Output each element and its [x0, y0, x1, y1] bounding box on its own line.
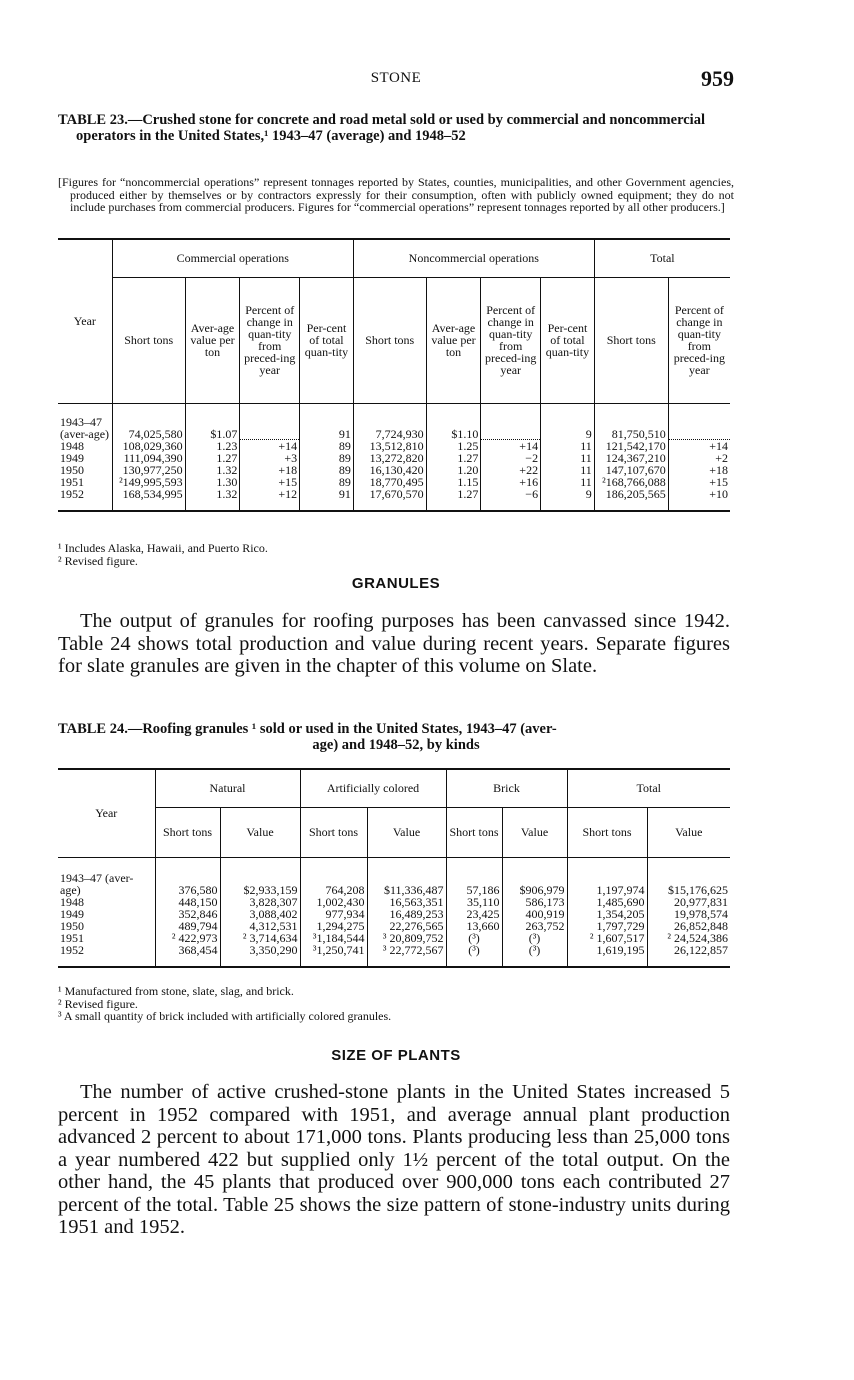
table24-caption-line1: TABLE 24.—Roofing granules ¹ sold or used in the United States, 1943–47 (aver-: [58, 721, 557, 737]
commercial-avg-value-cell: 1.27: [185, 452, 240, 464]
noncommercial-pct-change-cell: +16: [481, 476, 541, 488]
table24-group-artificial: Artificially colored: [300, 769, 446, 807]
table24-col-short-tons: Short tons: [300, 807, 367, 857]
granules-paragraph: The output of granules for roofing purposes has been canvassed since 1942. Table 24 shows total production and value during recent years. Separate figures for slate granules are given in the chapter of this volume on Slate.: [58, 610, 730, 677]
year-cell: 1949: [60, 451, 84, 465]
table23-col-pct-total: Per-cent of total quan-tity: [541, 277, 595, 403]
total-pct-change-cell: [668, 403, 730, 440]
natural-short-tons-cell: 376,580: [155, 857, 220, 896]
total-pct-change-cell: +15: [668, 476, 730, 488]
noncommercial-pct-change-cell: +14: [481, 440, 541, 453]
artificial-value-cell: ³ 20,809,752: [367, 932, 446, 944]
brick-value-cell: (³): [502, 932, 567, 944]
noncommercial-pct-total-cell: 11: [541, 476, 595, 488]
table24-col-short-tons: Short tons: [155, 807, 220, 857]
artificial-value-cell: ³ 22,772,567: [367, 944, 446, 967]
year-cell: 1948: [60, 894, 84, 909]
table23-col-avg-value: Aver-age value per ton: [185, 277, 240, 403]
table23-col-short-tons: Short tons: [353, 277, 426, 403]
table23-bottom-rule: [58, 511, 730, 512]
noncommercial-avg-value-cell: 1.27: [426, 452, 481, 464]
table-row: [58, 920, 730, 932]
table-row: [58, 857, 730, 896]
table23-col-pct-change: Percent of change in quan-tity from preced-ing year: [240, 277, 300, 403]
brick-short-tons-cell: 23,425: [446, 908, 502, 920]
noncommercial-avg-value-cell: 1.20: [426, 464, 481, 476]
table-row: [58, 403, 730, 440]
artificial-short-tons-cell: ³1,250,741: [300, 944, 367, 967]
total-short-tons-cell: 186,205,565: [594, 488, 668, 511]
brick-value-cell: (³): [502, 944, 567, 967]
table24-group-header-row: [58, 769, 730, 807]
noncommercial-pct-total-cell: 9: [541, 488, 595, 511]
noncommercial-avg-value-cell: 1.27: [426, 488, 481, 511]
size-of-plants-paragraph: The number of active crushed-stone plants in the United States increased 5 percent in 1952 compared with 1951, and average annual plant production advanced 2 percent to about 171,000 tons. Plants producing less than 25,000 tons a year numbered 422 but supplied only 1½ percent of the total output. On the other hand, the 45 plants that produced over 900,000 tons each contributed 27 percent of the total. Table 25 shows the size pattern of stone-industry units during 1951 and 1952.: [58, 1081, 730, 1238]
brick-short-tons-cell: 13,660: [446, 920, 502, 932]
natural-short-tons-cell: 489,794: [155, 920, 220, 932]
total-short-tons-cell: 147,107,670: [594, 464, 668, 476]
table24-col-value: Value: [220, 807, 300, 857]
table23-footnote-2: ² Revised figure.: [58, 553, 138, 568]
brick-value-cell: $906,979: [502, 857, 567, 896]
brick-short-tons-cell: (³): [446, 932, 502, 944]
table23-group-header-row: [58, 239, 730, 277]
total-short-tons-cell: ²168,766,088: [594, 476, 668, 488]
running-title: STONE: [370, 70, 422, 86]
table24-col-short-tons: Short tons: [446, 807, 502, 857]
commercial-short-tons-cell: 168,534,995: [112, 488, 185, 511]
table24-col-value: Value: [647, 807, 730, 857]
commercial-pct-total-cell: 91: [300, 488, 354, 511]
brick-value-cell: 586,173: [502, 896, 567, 908]
total-pct-change-cell: +18: [668, 464, 730, 476]
total-pct-change-cell: +2: [668, 452, 730, 464]
commercial-pct-total-cell: 89: [300, 464, 354, 476]
table23-col-pct-change: Percent of change in quan-tity from preced-ing year: [481, 277, 541, 403]
table-row: [58, 908, 730, 920]
table24-body: [58, 857, 730, 968]
table23-col-avg-value: Aver-age value per ton: [426, 277, 481, 403]
noncommercial-pct-change-cell: −6: [481, 488, 541, 511]
brick-value-cell: 263,752: [502, 920, 567, 932]
noncommercial-short-tons-cell: 17,670,570: [353, 488, 426, 511]
table24-group-total: Total: [567, 769, 730, 807]
commercial-avg-value-cell: 1.32: [185, 464, 240, 476]
natural-value-cell: 3,350,290: [220, 944, 300, 967]
table-row: [58, 944, 730, 967]
table23-headnote: [Figures for “noncommercial operations” represent tonnages reported by States, counties, municipalities, and other Government agencies, produced either by themselves or by contractors expressly for their consumption, often with publicly owned equipment; they do not include purchases from commercial producers. Figures for “commercial operations” represent tonnages reported by all other producers.]: [58, 175, 734, 215]
total-pct-change-cell: +10: [668, 488, 730, 511]
commercial-short-tons-cell: 74,025,580: [112, 403, 185, 440]
noncommercial-pct-total-cell: 11: [541, 440, 595, 453]
commercial-avg-value-cell: 1.32: [185, 488, 240, 511]
table24: [58, 768, 730, 968]
commercial-pct-total-cell: 89: [300, 452, 354, 464]
table24-bottom-rule: [58, 967, 730, 968]
brick-short-tons-cell: 57,186: [446, 857, 502, 896]
natural-short-tons-cell: 352,846: [155, 908, 220, 920]
commercial-short-tons-cell: ²149,995,593: [112, 476, 185, 488]
natural-short-tons-cell: 368,454: [155, 944, 220, 967]
artificial-short-tons-cell: ³1,184,544: [300, 932, 367, 944]
commercial-pct-total-cell: 91: [300, 403, 354, 440]
year-cell: 1951: [60, 475, 84, 489]
artificial-value-cell: 16,563,351: [367, 896, 446, 908]
artificial-value-cell: 22,276,565: [367, 920, 446, 932]
table-row: [58, 488, 730, 511]
table-row: [58, 932, 730, 944]
year-cell: 1948: [60, 438, 84, 453]
commercial-avg-value-cell: 1.30: [185, 476, 240, 488]
table24-group-natural: Natural: [155, 769, 300, 807]
table24-footnote-1: ¹ Manufactured from stone, slate, slag, and brick.: [58, 984, 294, 998]
commercial-pct-change-cell: +12: [240, 488, 300, 511]
total-value-cell: 20,977,831: [647, 896, 730, 908]
total-short-tons-cell: 121,542,170: [594, 440, 668, 453]
total-value-cell: $15,176,625: [647, 857, 730, 896]
natural-value-cell: 3,088,402: [220, 908, 300, 920]
table24-caption: [58, 721, 734, 753]
commercial-pct-change-cell: +3: [240, 452, 300, 464]
table23-column-header-row: [58, 277, 730, 403]
table23-group-total: Total: [594, 239, 730, 277]
table24-col-short-tons: Short tons: [567, 807, 647, 857]
page-number: 959: [701, 66, 734, 91]
table23-caption-text: TABLE 23.—Crushed stone for concrete and road metal sold or used by commercial and noncommercial operators in the United States,¹ 1943–47 (average) and 1948–52: [58, 112, 705, 144]
year-cell: 1952: [60, 942, 84, 957]
table23-bottom-rule-cell: [58, 511, 730, 512]
year-cell: 1950: [60, 918, 84, 933]
artificial-value-cell: $11,336,487: [367, 857, 446, 896]
table23-group-commercial: Commercial operations: [112, 239, 353, 277]
noncommercial-avg-value-cell: 1.25: [426, 440, 481, 453]
table23: [58, 238, 730, 512]
brick-short-tons-cell: (³): [446, 944, 502, 967]
running-head: [58, 66, 734, 94]
brick-short-tons-cell: 35,110: [446, 896, 502, 908]
artificial-value-cell: 16,489,253: [367, 908, 446, 920]
total-value-cell: 19,978,574: [647, 908, 730, 920]
table23-col-short-tons: Short tons: [594, 277, 668, 403]
year-cell: 1943–47 (aver-age): [60, 870, 134, 897]
table24-bottom-rule-cell: [58, 967, 730, 968]
table23-footnotes: [58, 542, 734, 567]
artificial-short-tons-cell: 977,934: [300, 908, 367, 920]
total-value-cell: ² 24,524,386: [647, 932, 730, 944]
noncommercial-avg-value-cell: 1.15: [426, 476, 481, 488]
commercial-pct-change-cell: +14: [240, 440, 300, 453]
table24-footnotes: [58, 985, 734, 1023]
total-value-cell: 26,852,848: [647, 920, 730, 932]
commercial-pct-total-cell: 89: [300, 476, 354, 488]
noncommercial-pct-total-cell: 9: [541, 403, 595, 440]
commercial-avg-value-cell: $1.07: [185, 403, 240, 440]
commercial-pct-change-cell: +18: [240, 464, 300, 476]
commercial-pct-change-cell: [240, 403, 300, 440]
table24-footnote-2: ² Revised figure.: [58, 996, 138, 1011]
total-short-tons-cell: 1,797,729: [567, 920, 647, 932]
natural-value-cell: ² 3,714,634: [220, 932, 300, 944]
noncommercial-short-tons-cell: 13,272,820: [353, 452, 426, 464]
table23-body: [58, 403, 730, 512]
artificial-short-tons-cell: 764,208: [300, 857, 367, 896]
year-cell: 1943–47 (aver-age): [60, 414, 110, 441]
table24-caption-line2: age) and 1948–52, by kinds: [312, 737, 480, 753]
noncommercial-pct-total-cell: 11: [541, 452, 595, 464]
table23-caption: [58, 112, 734, 144]
year-cell: 1951: [60, 930, 84, 945]
artificial-short-tons-cell: 1,294,275: [300, 920, 367, 932]
natural-value-cell: $2,933,159: [220, 857, 300, 896]
table23-col-short-tons: Short tons: [112, 277, 185, 403]
table23-col-pct-total: Per-cent of total quan-tity: [300, 277, 354, 403]
noncommercial-avg-value-cell: $1.10: [426, 403, 481, 440]
table24-footnote-3: ³ A small quantity of brick included with artificially colored granules.: [58, 1009, 392, 1023]
natural-value-cell: 4,312,531: [220, 920, 300, 932]
natural-value-cell: 3,828,307: [220, 896, 300, 908]
commercial-short-tons-cell: 111,094,390: [112, 452, 185, 464]
commercial-pct-total-cell: 89: [300, 440, 354, 453]
noncommercial-short-tons-cell: 18,770,495: [353, 476, 426, 488]
commercial-short-tons-cell: 108,029,360: [112, 440, 185, 453]
table23-footnote-1: ¹ Includes Alaska, Hawaii, and Puerto Rico.: [58, 541, 268, 555]
noncommercial-pct-change-cell: [481, 403, 541, 440]
brick-value-cell: 400,919: [502, 908, 567, 920]
total-short-tons-cell: 81,750,510: [594, 403, 668, 440]
total-short-tons-cell: 1,485,690: [567, 896, 647, 908]
artificial-short-tons-cell: 1,002,430: [300, 896, 367, 908]
natural-short-tons-cell: 448,150: [155, 896, 220, 908]
noncommercial-short-tons-cell: 7,724,930: [353, 403, 426, 440]
table23-group-noncommercial: Noncommercial operations: [353, 239, 594, 277]
year-cell: 1950: [60, 463, 84, 477]
table24-year-header: Year: [58, 769, 155, 857]
commercial-pct-change-cell: +15: [240, 476, 300, 488]
noncommercial-pct-change-cell: −2: [481, 452, 541, 464]
year-cell: 1949: [60, 906, 84, 921]
year-cell: 1952: [60, 487, 84, 501]
total-short-tons-cell: 1,197,974: [567, 857, 647, 896]
table24-group-brick: Brick: [446, 769, 567, 807]
size-of-plants-heading: SIZE OF PLANTS: [331, 1047, 461, 1064]
table24-column-header-row: [58, 807, 730, 857]
table23-col-pct-change: Percent of change in quan-tity from preced-ing year: [668, 277, 730, 403]
total-short-tons-cell: 1,354,205: [567, 908, 647, 920]
table23-year-header: Year: [58, 239, 112, 403]
table24-col-value: Value: [367, 807, 446, 857]
commercial-avg-value-cell: 1.23: [185, 440, 240, 453]
commercial-short-tons-cell: 130,977,250: [112, 464, 185, 476]
total-short-tons-cell: 124,367,210: [594, 452, 668, 464]
table24-col-value: Value: [502, 807, 567, 857]
total-pct-change-cell: +14: [668, 440, 730, 453]
noncommercial-pct-total-cell: 11: [541, 464, 595, 476]
natural-short-tons-cell: ² 422,973: [155, 932, 220, 944]
noncommercial-pct-change-cell: +22: [481, 464, 541, 476]
granules-heading: GRANULES: [351, 575, 441, 592]
total-value-cell: 26,122,857: [647, 944, 730, 967]
noncommercial-short-tons-cell: 16,130,420: [353, 464, 426, 476]
noncommercial-short-tons-cell: 13,512,810: [353, 440, 426, 453]
total-short-tons-cell: 1,619,195: [567, 944, 647, 967]
total-short-tons-cell: ² 1,607,517: [567, 932, 647, 944]
table-row: [58, 896, 730, 908]
